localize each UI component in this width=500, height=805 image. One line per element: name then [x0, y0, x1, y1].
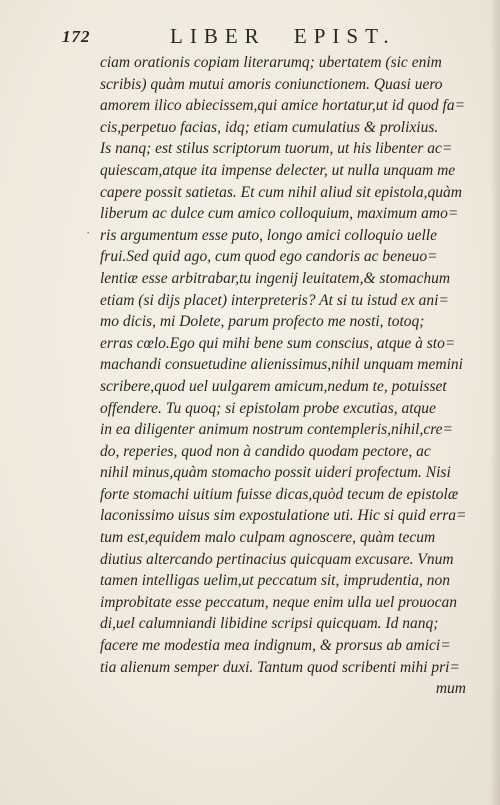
text-line: forte stomachi uitium fuisse dicas,quòd tecum de epistolæ — [100, 485, 459, 503]
text-line: tia alienum semper duxi. Tantum quod scribenti mihi pri= — [100, 658, 460, 676]
text-line: diutius altercando pertinacius quicquam excusare. Vnum — [100, 550, 454, 568]
text-line: cis,perpetuo facias, idq; etiam cumulatius & prolixius. — [100, 118, 439, 136]
text-line: facere me modestia mea indignum, & prorsus ab amici= — [100, 637, 451, 655]
body-text — [100, 52, 470, 700]
text-line: quiescam,atque ita impense delecter, ut nulla unquam me — [100, 161, 456, 179]
text-line: etiam (si dijs placet) interpreteris? At si tu istud ex ani= — [100, 291, 449, 309]
text-line: offendere. Tu quoq; si epistolam probe excutias, atque — [100, 399, 436, 417]
text-line: ciam orationis copiam literarumq; ubertatem (sic enim — [100, 54, 442, 71]
text-line: scribere,quod uel uulgarem amicum,nedum te, potuisset — [100, 377, 447, 395]
text-line: liberum ac dulce cum amico colloquium, maximum amo= — [100, 205, 459, 223]
text-line: ris argumentum esse puto, longo amici colloquio uelle — [100, 226, 437, 244]
catchword: mum — [435, 680, 466, 698]
text-line: scribis) quàm mutui amoris coniunctionem. Quasi uero — [100, 75, 443, 93]
text-line: amorem ilico abiecissem,qui amice hortatur,ut id quod fa= — [100, 97, 466, 115]
text-line: do, reperies, quod non à candido quodam pectore, ac — [100, 442, 431, 460]
page-number: 172 — [62, 27, 91, 46]
text-line: frui.Sed quid ago, cum quod ego candoris ac beneuo= — [100, 248, 438, 266]
text-line: lentiæ esse arbitrabar,tu ingenij leuitatem,& stomachum — [100, 269, 451, 287]
text-line: mo dicis, mi Dolete, parum profecto me nosti, totoq; — [100, 313, 425, 331]
page-gutter-shadow — [490, 0, 500, 805]
text-line: laconissimo uisus sim expostulatione uti. Hic si quid erra= — [100, 507, 467, 525]
text-line: di,uel calumniandi libidine scripsi quicquam. Id nanq; — [100, 615, 439, 633]
running-head: LIBER EPIST. — [170, 24, 396, 48]
text-line: machandi consuetudine alienissimus,nihil unquam memini — [100, 356, 463, 374]
text-line: erras cœlo.Ego qui mihi bene sum conscius, atque à sto= — [100, 334, 456, 352]
text-line: tamen intelligas uelim,ut peccatum sit, imprudentia, non — [100, 572, 450, 590]
page-header — [62, 24, 462, 48]
text-line: capere possit satietas. Et cum nihil aliud sit epistola,quàm — [100, 183, 462, 201]
text-line: in ea diligenter animum nostrum contempleris,nihil,cre= — [100, 421, 453, 439]
text-line: improbitate esse peccatum, neque enim ulla uel prouocan — [100, 593, 457, 611]
text-line: Is nanq; est stilus scriptorum tuorum, ut his libenter ac= — [100, 140, 453, 158]
text-line: nihil minus,quàm stomacho possit uideri profectum. Nisi — [100, 464, 451, 482]
text-line: tum est,equidem malo culpam agnoscere, quàm tecum — [100, 529, 436, 547]
margin-mark: · — [86, 225, 91, 240]
